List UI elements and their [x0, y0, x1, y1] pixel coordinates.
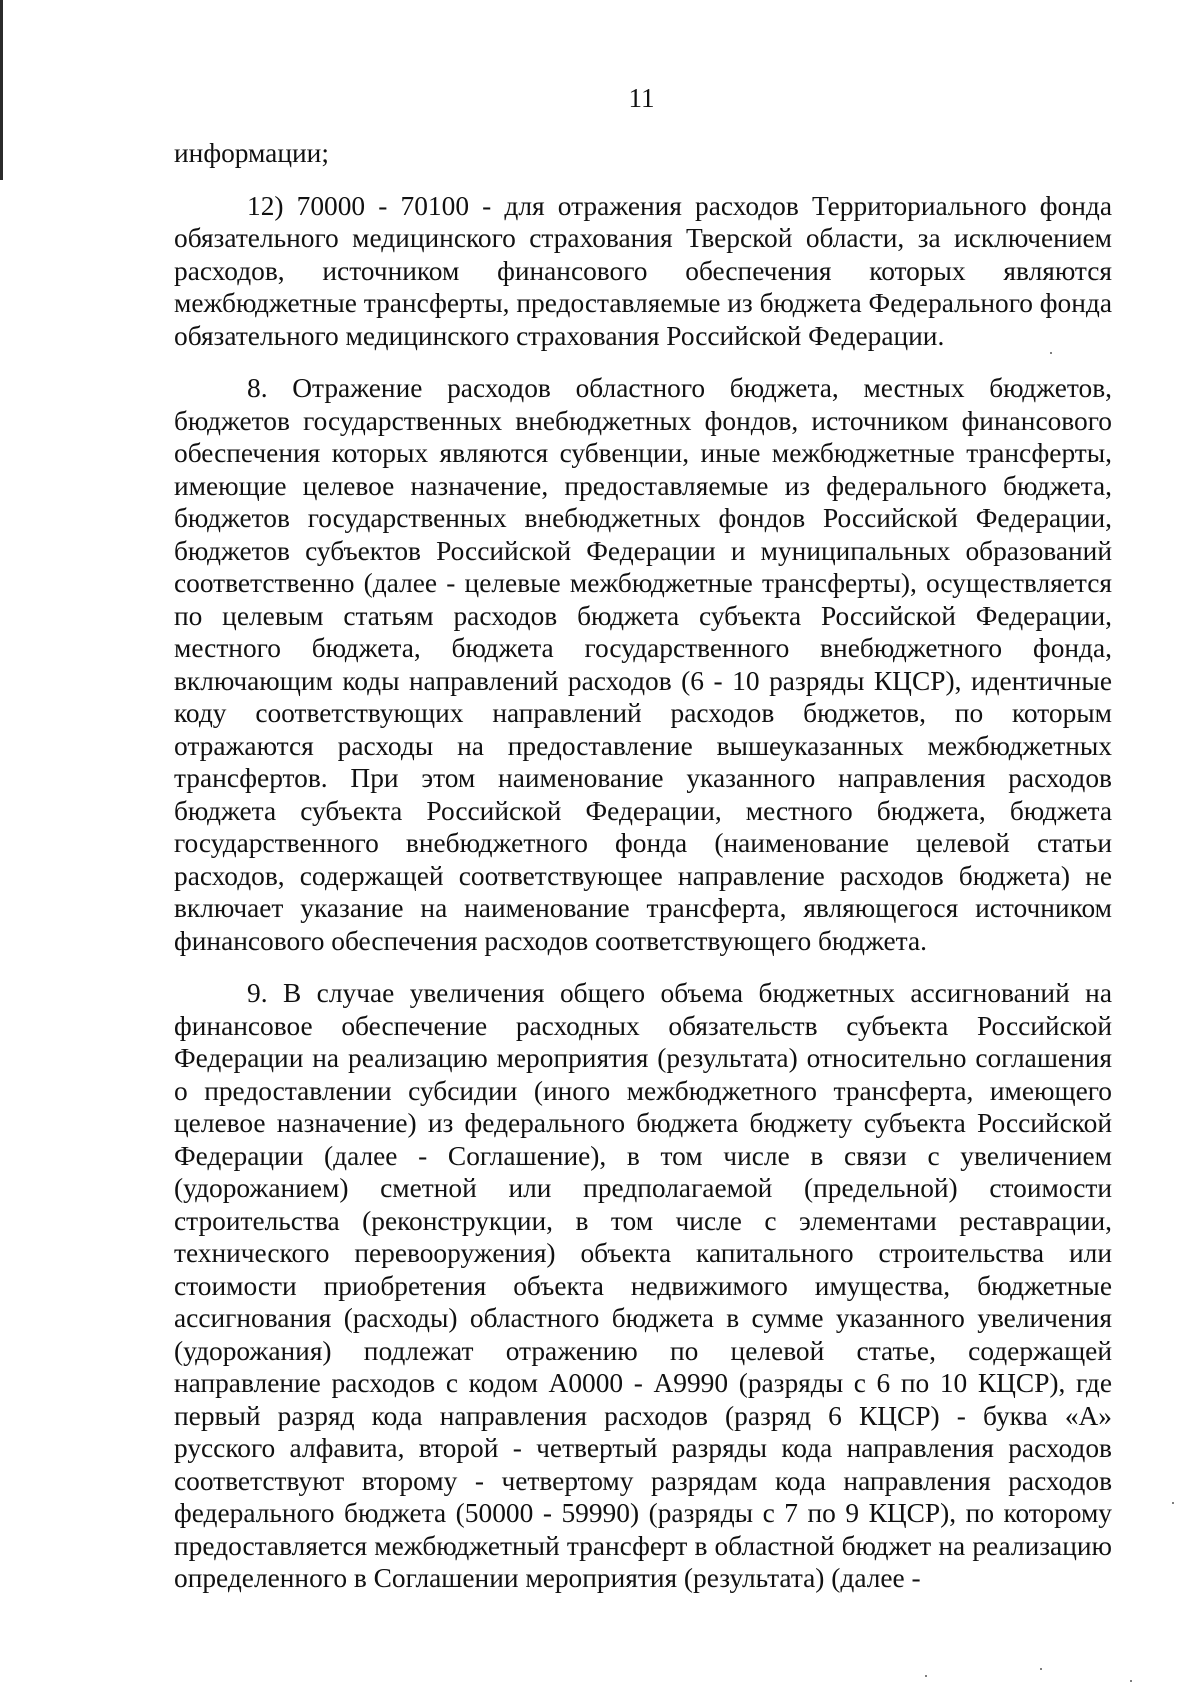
document-body [174, 137, 1112, 1595]
scan-speck [1172, 1502, 1174, 1504]
page-number: 11 [628, 83, 655, 113]
scan-speck [1040, 1668, 1042, 1670]
paragraph-section-9: 9. В случае увеличения общего объема бюджетных ассигнований на финансовое обеспечение расходных обязательств субъекта Российской Федерации на реализацию мероприятия (результата) относительно соглашения о предоставлении субсидии (иного межбюджетного трансферта, имеющего целевое назначение) из федерального бюджета бюджету субъекта Российской Федерации (далее - Соглашение), в том числе в связи с увеличением (удорожанием) сметной или предполагаемой (предельной) стоимости строительства (реконструкции, в том числе с элементами реставрации, технического перевооружения) объекта капитального строительства или стоимости приобретения объекта недвижимого имущества, бюджетные ассигнования (расходы) областного бюджета в сумме указанного увеличения (удорожания) подлежат отражению по целевой статье, содержащей направление расходов с кодом А0000 - А9990 (разряды с 6 по 10 КЦСР), где первый разряд кода направления расходов (разряд 6 КЦСР) - буква «А» русского алфавита, второй - четвертый разряды кода направления расходов соответствуют второму - четвертому разрядам кода направления расходов федерального бюджета (50000 - 59990) (разряды с 7 по 9 КЦСР), по которому предоставляется межбюджетный трансферт в областной бюджет на реализацию определенного в Соглашении мероприятия (результата) (далее - [174, 978, 1112, 1593]
scan-speck [1130, 1680, 1132, 1682]
scan-speck [925, 1675, 927, 1677]
paragraph-section-8: 8. Отражение расходов областного бюджета, местных бюджетов, бюджетов государственных внебюджетных фондов, источником финансового обеспечения которых являются субвенции, иные межбюджетные трансферты, имеющие целевое назначение, предоставляемые из федерального бюджета, бюджетов государственных внебюджетных фондов Российской Федерации, бюджетов субъектов Российской Федерации и муниципальных образований соответственно (далее - целевые межбюджетные трансферты), осуществляется по целевым статьям расходов бюджета субъекта Российской Федерации, местного бюджета, бюджета государственного внебюджетного фонда, включающим коды направлений расходов (6 - 10 разряды КЦСР), идентичные коду соответствующих направлений расходов бюджетов, по которым отражаются расходы на предоставление вышеуказанных межбюджетных трансфертов. При этом наименование указанного направления расходов бюджета субъекта Российской Федерации, местного бюджета, бюджета государственного внебюджетного фонда (наименование целевой статьи расходов, содержащей соответствующее направление расходов бюджета) не включает указание на наименование трансферта, являющегося источником финансового обеспечения расходов соответствующего бюджета. [174, 373, 1112, 956]
paragraph-item-12: 12) 70000 - 70100 - для отражения расходов Территориального фонда обязательного медицинского страхования Тверской области, за исключением расходов, источником финансового обеспечения которых являются межбюджетные трансферты, предоставляемые из бюджета Федерального фонда обязательного медицинского страхования Российской Федерации. [174, 190, 1112, 351]
paragraph-continuation: информации; [174, 138, 329, 168]
scan-speck [1050, 352, 1052, 354]
